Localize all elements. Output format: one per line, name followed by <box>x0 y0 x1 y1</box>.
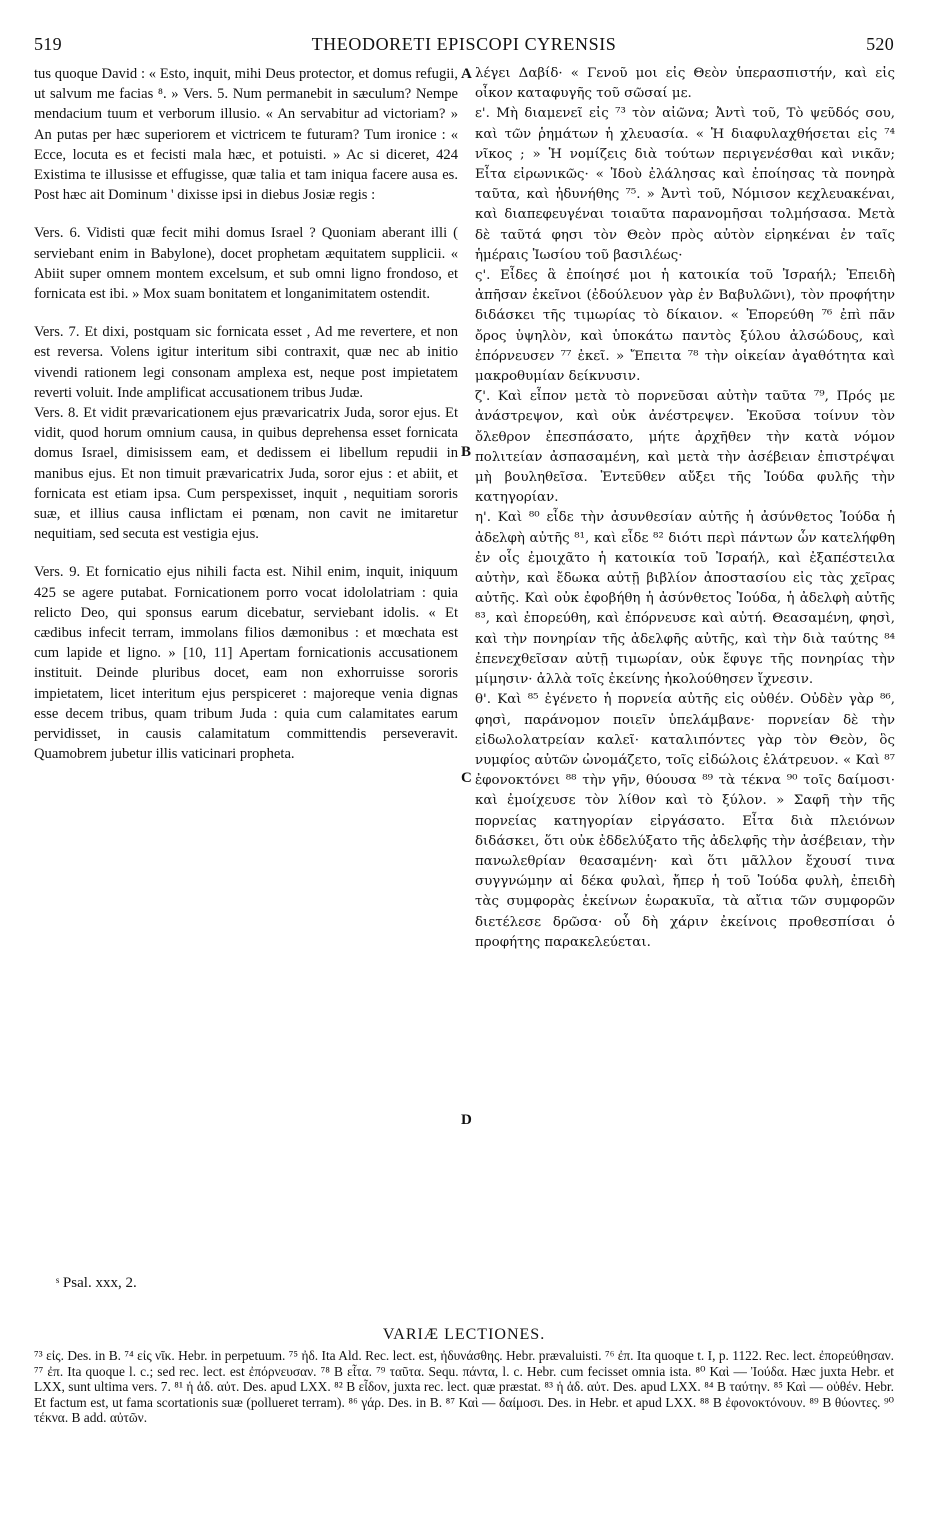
margin-marker-b: B <box>461 444 472 460</box>
variae-lectiones-notes: ⁷³ εἰς. Des. in B. ⁷⁴ εἰς νῖκ. Hebr. in perpetuum. ⁷⁵ ἠδ. Ita Ald. Rec. lect. est, ἠδυνάσθης. Hebr. prævaluisti. ⁷⁶ ἐπ. Ita quoque t. I, p. 1122. Rec. lect. ἐπορεύθησαν. ⁷⁷ ἐπ. Ita quoque l. c.; sed rec. lect. est ἐπόρνευσαν. ⁷⁸ B εἶτα. ⁷⁹ ταῦτα. Sequ. πάντα, l. c. Hebr. cum fecisset omnia ista. ⁸⁰ Καὶ — Ἰούδα. Hæc juxta Hebr. et LXX, sunt ultima vers. 7. ⁸¹ ἡ ἀδ. αὐτ. Des. apud LXX. ⁸² B εἶδον, juxta rec. lect. quæ præstat. ⁸³ ἡ ἀδ. αὐτ. Des. apud LXX. ⁸⁴ B ταύτην. ⁸⁵ Καὶ — οὐθέν. Hebr. Et factum est, ut fama scortationis suæ (pollueret terram). ⁸⁶ γάρ. Des. in B. ⁸⁷ Καὶ — δαίμοσι. Des. in Hebr. et apud LXX. ⁸⁸ B ἐφονοκτόνουν. ⁸⁹ B θύοντες. ⁹⁰ τέκνα. B add. αὐτῶν. <box>34 1348 894 1426</box>
margin-marker-c: C <box>461 770 472 786</box>
greek-paragraph: η'. Καὶ ⁸⁰ εἶδε τὴν ἀσυνθεσίαν αὐτῆς ἡ ἀσύνθετος Ἰούδα ἡ ἀδελφὴ αὐτῆς ⁸¹, καὶ εἶδε ⁸² διότι περὶ πάντων ὧν κατελήφθη ἐν οἷς ἐμοιχᾶτο ἡ κατοικία τοῦ Ἰσραήλ, καὶ ἐξαπέστειλα αὐτὴν, καὶ ἔδωκα αὐτῇ βιβλίον ἀποστασίου εἰς τὰς χεῖρας αὐτῆς. Καὶ οὐκ ἐφοβήθη ἡ ἀσύνθετος Ἰούδα, ἡ ἀδελφὴ αὐτῆς ⁸³, καὶ ἐπορεύθη, καὶ ἐπόρνευσε καὶ αὐτή. Θεασαμένη, φησὶ, καὶ τὴν πονηρίαν τῆς ἀδελφῆς αὐτῆς, καὶ τὴν διὰ ταύτης ⁸⁴ ἐπενεχθεῖσαν αὐτῇ τιμωρίαν, οὐκ ἔφυγε τῆς πονηρίας τὴν μίμησιν· ἀλλὰ τοῖς ἐκείνης ἠκολούθησεν ἴχνεσιν. <box>475 510 895 688</box>
latin-paragraph: Vers. 9. Et fornicatio ejus nihili facta est. Nihil enim, inquit, iniquum 425 se agere putabat. Fornicationem porro vocat idololatriam : quia relicto Deo, qui sponsus earum dicebatur, serviebant idolis. « Et cædibus infecit terram, immolans filios dæmonibus : et mœchata est cum lapide et ligno. » [10, 11] Apertam fornicationis accusationem instituit. Deinde pluribus docet, eam non exhorruisse sororis impietatem, licet interitum ejus perspiceret : majoreque venia dignas esse decem tribus, quam tribum Juda : quia cum calamitates earum pervidisset, in causis calamitatum committendis perseveravit. Quamobrem jubetur illis vaticinari propheta. <box>34 564 458 763</box>
page-number-right: 520 <box>866 34 894 54</box>
margin-marker-a: A <box>461 66 472 82</box>
variae-lectiones-heading: VARIÆ LECTIONES. <box>382 1326 546 1343</box>
latin-paragraph: tus quoque David : « Esto, inquit, mihi Deus protector, et domus refugii, ut salvum me facias ⁸. » Vers. 5. Num permanebit in sæculum? Nempe mendacium tuum et verborum illusio. « An servabitur ad victoriam? » An putas per hæc superiorem et victricem te futuram? Tum ironice : « Ecce, locuta es et fecisti mala hæc, et potuisti. » Ac si diceret, 424 Existima te illusisse et effugisse, quæ talia et tam iniqua facere ausa es. Post hæc ait Dominum ' dixisse ipsi in diebus Josiæ regis : <box>34 66 458 204</box>
greek-column <box>475 64 895 953</box>
footnote: ˢ Psal. xxx, 2. <box>56 1275 137 1291</box>
latin-column <box>34 64 458 765</box>
page-header <box>34 34 894 60</box>
latin-paragraph: Vers. 8. Et vidit prævaricationem ejus prævaricatrix Juda, soror ejus. Et vidit, quod horum omnium causa, in quibus deprehensa esset fornicata domus Israel, dimisissem eam, et dedissem ei libellum repudii in manibus ejus. Et non timuit prævaricatrix Juda, soror ejus : et abiit, et fornicata est etiam ipsa. Cum perspexisset, inquit , nequitiam sororis suæ, et illius causa inflictam ei pœnam, non cavit ne imitaretur nequitiam, sed secuta est vestigia ejus. <box>34 405 458 543</box>
margin-marker-d: D <box>461 1112 472 1128</box>
greek-paragraph: θ'. Καὶ ⁸⁵ ἐγένετο ἡ πορνεία αὐτῆς εἰς οὐθέν. Οὐδὲν γὰρ ⁸⁶, φησὶ, παράνομον ποιεῖν ὑπελάμβανε· πορνείαν δὲ τὴν εἰδωλολατρείαν καλεῖ· καταλιπόντες γὰρ τὸν Θεὸν, ὃς νυμφίος αὐτῶν ὠνομάζετο, τοῖς εἰδώλοις ἐλάτρευον. « Καὶ ⁸⁷ ἐφονοκτόνει ⁸⁸ τὴν γῆν, θύουσα ⁸⁹ τὰ τέκνα ⁹⁰ τοῖς δαίμοσι· καὶ ἐμοίχευσε τὸν λίθον καὶ τὸ ξύλον. » Σαφῆ τὴν τῆς πορνείας κατηγορίαν εἰργάσατο. Εἶτα διὰ πλειόνων διδάσκει, ὅτι οὐκ ἐδδελύξατο τῆς ἀδελφῆς τὴν ἀσέβειαν, τὴν πανωλεθρίαν θεασαμένη· καὶ ὅτι μᾶλλον ἔχουσί τινα συγγνώμην αἱ δέκα φυλαὶ, ἤπερ ἡ τοῦ Ἰούδα φυλὴ, ἐπειδὴ τὰς συμφορὰς ἐκείνων ἑωρακυῖα, τὰ αἴτια τῶν συμφορῶν διετέλεσε δρῶσα· οὗ δὴ χάριν ἐκείνοις προθεσπίσαι ὁ προφήτης παρακελεύεται. <box>475 692 895 950</box>
page-number-left: 519 <box>34 34 62 54</box>
latin-paragraph: Vers. 7. Et dixi, postquam sic fornicata esset , Ad me revertere, et non est reversa. Volens igitur interitum sibi contraxit, quæ nec ab initio vivendi rationem legi consonam amplexa est, neque post impietatem reverti voluit. Inde amplificat accusationem tribus Judæ. <box>34 324 458 401</box>
greek-paragraph: ε'. Μὴ διαμενεῖ εἰς ⁷³ τὸν αἰῶνα; Ἀντὶ τοῦ, Τὸ ψεῦδός σου, καὶ τῶν ῥημάτων ἡ χλευασία. « Ἡ διαφυλαχθήσεται εἰς ⁷⁴ νῖκος ; » Ἡ νομίζεις διὰ τούτων περιγενέσθαι καὶ νικᾶν; Εἶτα εἰρωνικῶς· « Ἰδοὺ ἐλάλησας καὶ ἐποίησας τὰ πονηρὰ ταῦτα, καὶ ἠδυνήθης ⁷⁵. » Ἀντὶ τοῦ, Νόμισον κεχλευακέναι, καὶ διαπεφευγέναι τοιαῦτα παρανομῆσαι τολμήσασα. Μετὰ δὲ ταῦτά φησι τὸν Θεὸν πρὸς αὐτὸν εἰρηκέναι ἐν ταῖς ἡμέραις Ἰωσίου τοῦ βασιλέως· <box>475 106 895 263</box>
greek-paragraph: λέγει Δαβίδ· « Γενοῦ μοι εἰς Θεὸν ὑπερασπιστήν, καὶ εἰς οἶκον καταφυγῆς τοῦ σῶσαί με. <box>475 66 895 102</box>
running-title: THEODORETI EPISCOPI CYRENSIS <box>311 34 617 54</box>
greek-paragraph: ζ'. Καὶ εἶπον μετὰ τὸ πορνεῦσαι αὐτὴν ταῦτα ⁷⁹, Πρός με ἀνάστρεψον, καὶ οὐκ ἀνέστρεψεν. Ἐκοῦσα τοίνυν τὸν ὄλεθρον ἐπεσπάσατο, μήτε ἀρχῆθεν τὴν κατὰ νόμον πολιτείαν ἀσπασαμένη, καὶ μετὰ τὴν ἀσέβειαν ἐπιστρέψαι μὴ βουληθεῖσα. Ἐντεῦθεν αὔξει τῆς Ἰούδα φυλῆς τὴν κατηγορίαν. <box>475 389 895 506</box>
latin-paragraph: Vers. 6. Vidisti quæ fecit mihi domus Israel ? Quoniam aberant illi ( serviebant enim in Babylone), docet prophetam æquitatem supplicii. « Abiit super omnem montem excelsum, et sub omni ligno frondoso, et fornicata est ibi. » Mox suam bonitatem et longanimitatem ostendit. <box>34 225 458 303</box>
greek-paragraph: ς'. Εἶδες ἃ ἐποίησέ μοι ἡ κατοικία τοῦ Ἰσραήλ; Ἐπειδὴ ἀπῆσαν ἐκεῖνοι (ἐδούλευον γὰρ ἐν Βαβυλῶνι), τὸν προφήτην διδάσκει τῆς τιμωρίας τὸ δίκαιον. « Ἐπορεύθη ⁷⁶ ἐπὶ πᾶν ὄρος ὑψηλὸν, καὶ ὑποκάτω παντὸς ξύλου ἀλσώδους, καὶ ἐπόρνευσεν ⁷⁷ ἐκεῖ. » Ἔπειτα ⁷⁸ τὴν οἰκείαν ἀγαθότητα καὶ μακροθυμίαν δείκνυσιν. <box>475 268 895 385</box>
